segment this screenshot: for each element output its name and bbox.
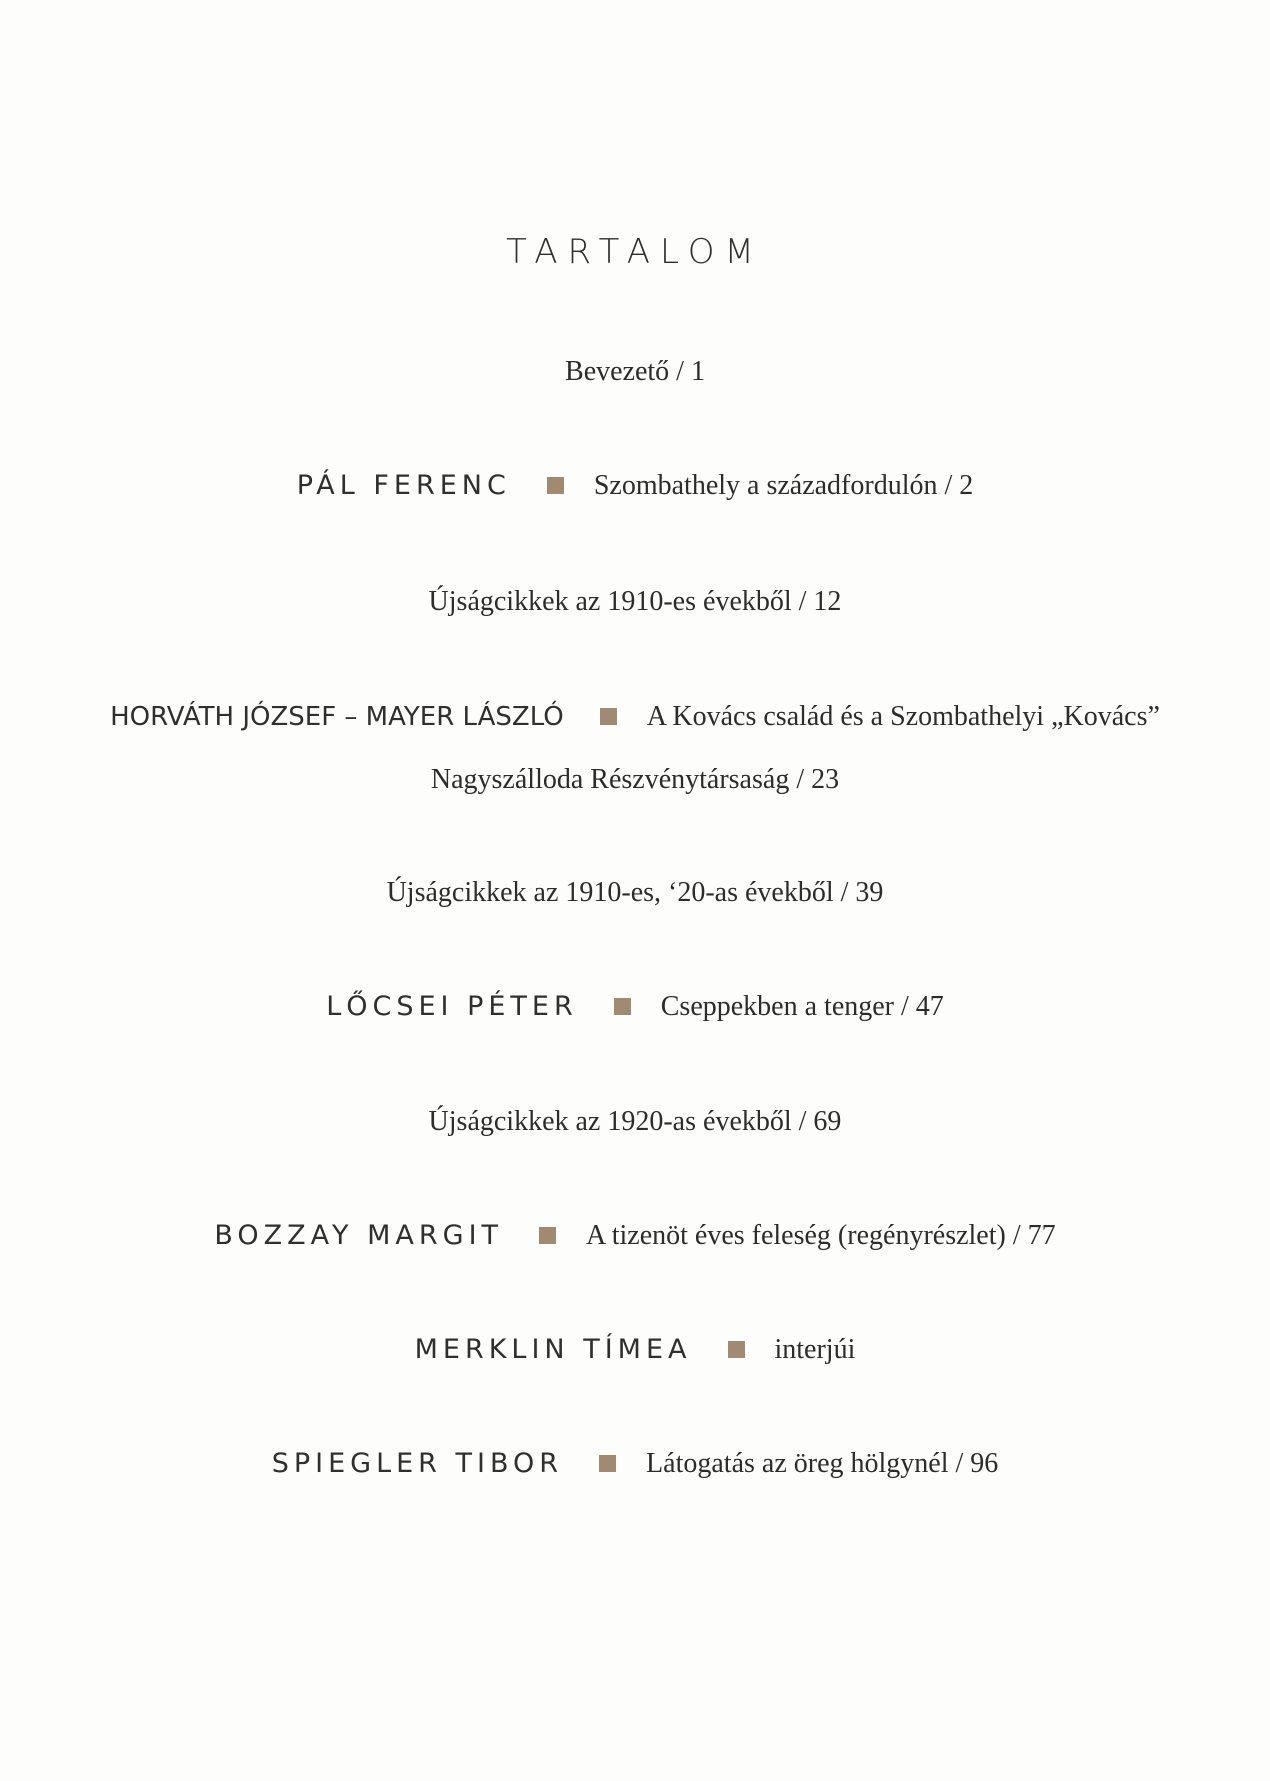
toc-author: LŐCSEI PÉTER [326, 991, 578, 1022]
toc-entry-horvath-mayer [0, 701, 1270, 733]
toc-articles-text: Újságcikkek az 1910-es évekből / 12 [428, 586, 842, 617]
toc-entry-horvath-mayer-cont [0, 764, 1270, 796]
toc-title: Látogatás az öreg hölgynél / 96 [646, 1448, 999, 1479]
toc-articles-1920s [0, 1106, 1270, 1138]
toc-title: Szombathely a századfordulón / 2 [593, 470, 974, 501]
toc-author: PÁL FERENC [296, 470, 511, 501]
toc-title-continuation: Nagyszálloda Részvénytársaság / 23 [430, 764, 840, 795]
square-bullet-icon [599, 1455, 616, 1472]
toc-author: SPIEGLER TIBOR [271, 1448, 564, 1479]
square-bullet-icon [600, 708, 617, 725]
toc-entry-spiegler-tibor [0, 1448, 1270, 1480]
square-bullet-icon [728, 1341, 745, 1358]
toc-author: MERKLIN TÍMEA [414, 1334, 692, 1365]
toc-entry-merklin-timea [0, 1334, 1270, 1366]
toc-intro [0, 356, 1270, 388]
toc-entry-locsei-peter [0, 991, 1270, 1023]
toc-title: A Kovács család és a Szombathelyi „Kovács” [646, 701, 1160, 732]
toc-title: Cseppekben a tenger / 47 [660, 991, 944, 1022]
toc-articles-text: Újságcikkek az 1920-as évekből / 69 [428, 1106, 842, 1137]
toc-intro-text: Bevezető / 1 [565, 356, 705, 387]
toc-articles-text: Újságcikkek az 1910-es, ‘20-as évekből / 39 [386, 877, 884, 908]
toc-title: A tizenöt éves feleség (regényrészlet) / 77 [586, 1220, 1056, 1251]
square-bullet-icon [547, 477, 564, 494]
square-bullet-icon [539, 1227, 556, 1244]
toc-articles-1910s-20s [0, 877, 1270, 909]
toc-articles-1910s [0, 586, 1270, 618]
page-title: TARTALOM [506, 232, 764, 272]
toc-author: HORVÁTH JÓZSEF – MAYER LÁSZLÓ [110, 702, 564, 732]
toc-entry-pal-ferenc [0, 470, 1270, 502]
toc-entry-bozzay-margit [0, 1220, 1270, 1252]
square-bullet-icon [614, 998, 631, 1015]
toc-author: BOZZAY MARGIT [214, 1220, 504, 1251]
toc-title: interjúi [774, 1334, 856, 1365]
